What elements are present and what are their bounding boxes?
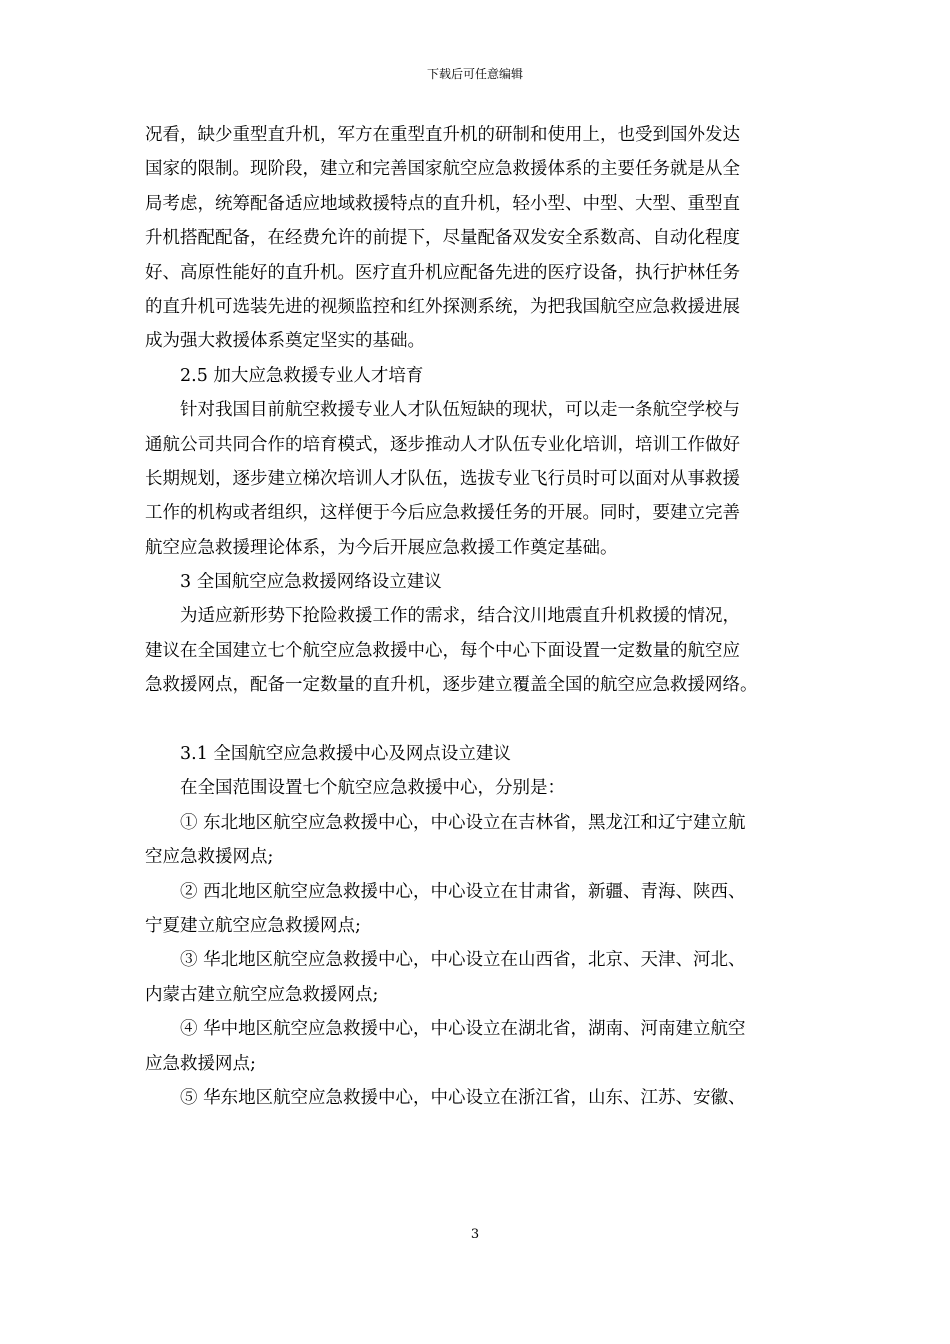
paragraph [145, 565, 825, 599]
paragraph [145, 806, 825, 875]
text-line: ④ 华中地区航空应急救援中心，中心设立在湖北省，湖南、河南建立航空 [180, 1019, 746, 1040]
text-line: 针对我国目前航空救援专业人才队伍短缺的现状，可以走一条航空学校与 [180, 400, 740, 421]
text-line: 在全国范围设置七个航空应急救援中心，分别是： [180, 778, 565, 799]
text-line: 通航公司共同合作的培育模式，逐步推动人才队伍专业化培训，培训工作做好 [145, 434, 740, 455]
text-line: 建议在全国建立七个航空应急救援中心，每个中心下面设置一定数量的航空应 [145, 640, 740, 661]
blank-line [145, 703, 825, 737]
paragraph [145, 599, 825, 702]
text-line: 应急救援网点; [145, 1053, 256, 1074]
text-line: ① 东北地区航空应急救援中心，中心设立在吉林省，黑龙江和辽宁建立航 [180, 812, 746, 833]
page-header: 下载后可任意编辑 [426, 67, 523, 81]
text-line: 升机搭配配备，在经费允许的前提下，尽量配备双发安全系数高、自动化程度 [145, 228, 740, 249]
text-line: ⑤ 华东地区航空应急救援中心，中心设立在浙江省，山东、江苏、安徽、 [180, 1087, 746, 1108]
text-line: 内蒙古建立航空应急救援网点; [145, 984, 379, 1005]
text-line: 3.1 全国航空应急救援中心及网点设立建议 [180, 744, 511, 765]
text-line: 3 全国航空应急救援网络设立建议 [180, 572, 442, 593]
text-line: 长期规划，逐步建立梯次培训人才队伍，选拔专业飞行员时可以面对从事救援 [145, 468, 740, 489]
text-line: 宁夏建立航空应急救援网点; [145, 915, 361, 936]
paragraph [145, 359, 825, 393]
paragraph [145, 943, 825, 1012]
text-line: 成为强大救援体系奠定坚实的基础。 [145, 331, 425, 352]
paragraph [145, 1012, 825, 1081]
paragraph [145, 771, 825, 805]
paragraph [145, 875, 825, 944]
paragraph [145, 118, 825, 359]
text-line: ② 西北地区航空应急救援中心，中心设立在甘肃省，新疆、青海、陕西、 [180, 881, 746, 902]
text-line: 航空应急救援理论体系，为今后开展应急救援工作奠定基础。 [145, 537, 618, 558]
document-body [145, 118, 825, 1115]
paragraph [145, 393, 825, 565]
text-line: 空应急救援网点; [145, 847, 274, 868]
text-line: ③ 华北地区航空应急救援中心，中心设立在山西省，北京、天津、河北、 [180, 950, 746, 971]
text-line: 为适应新形势下抢险救援工作的需求，结合汶川地震直升机救援的情况， [180, 606, 740, 627]
text-line: 工作的机构或者组织，这样便于今后应急救援任务的开展。同时，要建立完善 [145, 503, 740, 524]
text-line: 的直升机可选装先进的视频监控和红外探测系统，为把我国航空应急救援进展 [145, 296, 740, 317]
paragraph [145, 737, 825, 771]
text-line: 国家的限制。现阶段，建立和完善国家航空应急救援体系的主要任务就是从全 [145, 159, 740, 180]
text-line: 况看，缺少重型直升机，军方在重型直升机的研制和使用上，也受到国外发达 [145, 125, 740, 145]
text-line: 局考虑，统筹配备适应地域救援特点的直升机，轻小型、中型、大型、重型直 [145, 193, 740, 214]
paragraph [145, 1081, 825, 1115]
text-line: 急救援网点，配备一定数量的直升机，逐步建立覆盖全国的航空应急救援网络。 [145, 675, 758, 696]
text-line: 2.5 加大应急救援专业人才培育 [180, 365, 424, 386]
text-line: 好、高原性能好的直升机。医疗直升机应配备先进的医疗设备，执行护林任务 [145, 262, 740, 283]
page-number: 3 [470, 1227, 480, 1242]
